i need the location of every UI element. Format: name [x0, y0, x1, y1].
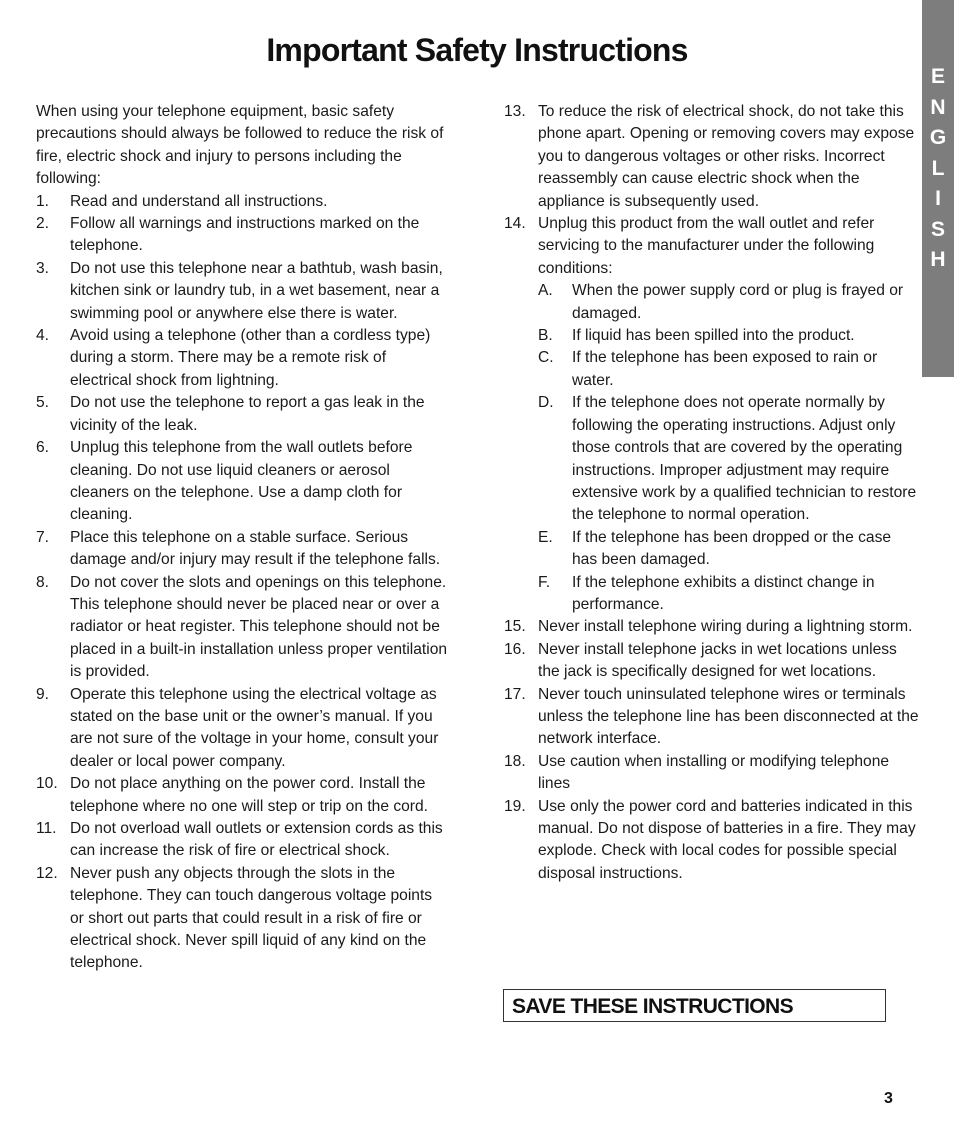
item-number: 4.	[36, 327, 50, 345]
list-item	[36, 392, 448, 437]
item-number: 10.	[36, 775, 58, 793]
item-number: 18.	[504, 752, 526, 770]
item-text: Do not use the telephone to report a gas leak in the vicinity of the leak.	[70, 394, 425, 434]
item-number: 9.	[36, 685, 50, 703]
item-number: 3.	[36, 259, 50, 277]
item-text: Use caution when installing or modifying telephone lines	[538, 752, 890, 793]
item-number: 1.	[36, 192, 50, 210]
sub-list	[538, 280, 920, 616]
item-text: Follow all warnings and instructions marked on the telephone.	[70, 215, 420, 255]
item-text: Use only the power cord and batteries indicated in this manual. Do not dispose of batteries in a fire. They may explode. Check with local codes for possible special disposal instructions.	[538, 797, 916, 882]
sub-item-label: C.	[538, 349, 554, 367]
item-number: 17.	[504, 685, 526, 703]
list-item	[504, 213, 920, 616]
item-text: Place this telephone on a stable surface. Serious damage and/or injury may result if the telephone falls.	[70, 528, 441, 569]
item-text: To reduce the risk of electrical shock, do not take this phone apart. Opening or removing covers may expose you to dangerous voltages or other risks. Incorrect reassembly can cause electric shock when the appliance is subsequently used.	[538, 103, 915, 210]
item-text: Operate this telephone using the electrical voltage as stated on the base unit or the owner’s manual. If you are not sure of the voltage in your home, consult your dealer or local power company.	[70, 685, 439, 770]
item-text: Never touch uninsulated telephone wires or terminals unless the telephone line has been disconnected at the network interface.	[538, 685, 919, 748]
item-text: Do not overload wall outlets or extension cords as this can increase the risk of fire or electrical shock.	[70, 820, 443, 860]
item-number: 8.	[36, 573, 50, 591]
item-body	[538, 213, 920, 616]
sub-item	[538, 572, 920, 617]
sub-item	[538, 280, 920, 325]
list-item	[504, 639, 920, 684]
list-item	[36, 213, 448, 258]
item-number: 13.	[504, 103, 526, 120]
save-instructions-heading: SAVE THESE INSTRUCTIONS	[512, 995, 794, 1018]
sub-item-text: If the telephone has been exposed to rain or water.	[572, 349, 878, 389]
sub-item	[538, 347, 920, 392]
sub-item	[538, 527, 920, 572]
tab-letter: N	[930, 95, 946, 119]
sub-item-label: F.	[538, 573, 551, 591]
item-text: Unplug this product from the wall outlet and refer servicing to the manufacturer under the following conditions:	[538, 215, 875, 277]
item-number: 16.	[504, 640, 526, 658]
sub-item-label: E.	[538, 528, 553, 546]
item-text: Do not place anything on the power cord. Install the telephone where no one will step or trip on the cord.	[70, 775, 429, 815]
item-text: Do not cover the slots and openings on this telephone. This telephone should never be placed near or over a radiator or heat register. This telephone should not be placed in a built-in installation unless proper ventilation is provided.	[70, 573, 448, 681]
item-text: Read and understand all instructions.	[70, 192, 328, 210]
item-number: 6.	[36, 439, 50, 457]
item-text: Unplug this telephone from the wall outlets before cleaning. Do not use liquid cleaners or aerosol cleaners on the telephone. Use a damp cloth for cleaning.	[70, 439, 413, 524]
item-number: 19.	[504, 797, 526, 815]
item-text: Do not use this telephone near a bathtub, wash basin, kitchen sink or laundry tub, in a wet basement, near a swimming pool or anywhere else there is water.	[70, 259, 443, 322]
list-item	[504, 616, 920, 638]
sub-item	[538, 325, 920, 347]
left-column	[36, 101, 448, 975]
sub-item-text: If the telephone has been dropped or the case has been damaged.	[572, 528, 892, 569]
language-tab-label	[922, 62, 954, 276]
item-text: Never push any objects through the slots in the telephone. They can touch dangerous voltage points or short out parts that could result in a risk of fire or electrical shock. Never spill liquid of any kind on the telephone.	[70, 864, 433, 972]
list-item	[504, 684, 920, 751]
list-item	[36, 437, 448, 527]
save-instructions-box	[503, 989, 886, 1022]
sub-item	[538, 392, 920, 526]
list-item	[36, 684, 448, 774]
item-number: 11.	[36, 820, 57, 837]
list-item	[504, 101, 920, 213]
item-number: 14.	[504, 215, 526, 233]
item-text: Never install telephone wiring during a lightning storm.	[538, 618, 913, 636]
item-number: 5.	[36, 394, 50, 412]
sub-item-text: If the telephone does not operate normally by following the operating instructions. Adjust only those controls that are covered by the operating instructions. Improper adjustment may require extensive work by a qualified technician to restore the telephone to normal operation.	[572, 394, 917, 524]
list-item	[36, 325, 448, 392]
item-text: Avoid using a telephone (other than a cordless type) during a storm. There may be a remote risk of electrical shock from lightning.	[70, 327, 431, 389]
item-number: 12.	[36, 864, 58, 882]
list-item	[36, 527, 448, 572]
tab-letter: E	[930, 65, 945, 88]
language-tab	[922, 0, 954, 377]
tab-letter: I	[935, 187, 941, 210]
tab-letter: H	[930, 248, 946, 271]
item-text: Never install telephone jacks in wet locations unless the jack is specifically designed for wet locations.	[538, 640, 897, 681]
sub-item-label: D.	[538, 394, 554, 412]
tab-letter: G	[929, 126, 947, 149]
page-title: Important Safety Instructions	[266, 32, 688, 68]
list-item	[36, 258, 448, 325]
list-item	[36, 572, 448, 684]
sub-item-text: If liquid has been spilled into the product.	[572, 327, 855, 345]
item-number: 15.	[504, 618, 526, 636]
item-number: 2.	[36, 215, 50, 233]
list-item	[36, 191, 448, 213]
item-number: 7.	[36, 528, 50, 546]
list-item	[36, 773, 448, 818]
safety-list-left	[36, 191, 448, 975]
sub-item-text: When the power supply cord or plug is frayed or damaged.	[572, 282, 904, 322]
sub-item-label: A.	[538, 282, 553, 300]
page-number: 3	[884, 1090, 893, 1107]
sub-item-label: B.	[538, 327, 553, 345]
tab-letter: S	[930, 217, 945, 241]
list-item	[36, 818, 448, 863]
list-item	[504, 796, 920, 886]
intro-paragraph: When using your telephone equipment, basic safety precautions should always be followed to reduce the risk of fire, electric shock and injury to persons including the following:	[36, 103, 444, 188]
sub-item-text: If the telephone exhibits a distinct change in performance.	[572, 573, 875, 613]
list-item	[504, 751, 920, 796]
list-item	[36, 863, 448, 975]
tab-letter: L	[931, 156, 945, 180]
safety-list-right	[504, 101, 920, 885]
right-column	[504, 101, 920, 885]
